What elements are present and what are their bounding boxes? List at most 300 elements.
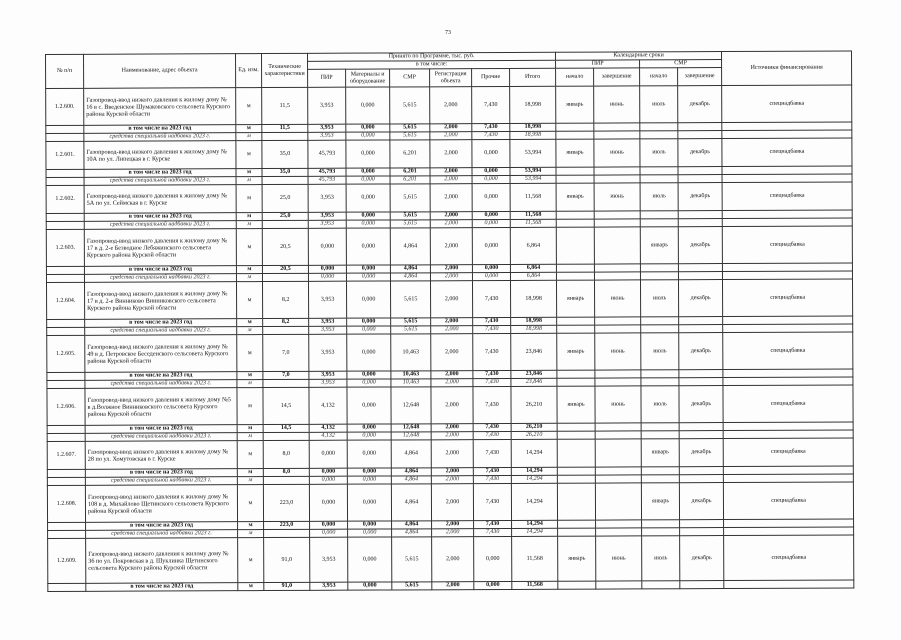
empty-cell [46, 133, 84, 141]
empty-cell [48, 530, 86, 538]
other-cell: 7,430 [473, 317, 511, 325]
pir-start-cell [556, 227, 594, 264]
materials-cell: 0,000 [346, 168, 390, 176]
other-cell: 0,000 [472, 211, 510, 219]
table-body [46, 85, 854, 592]
materials-cell: 0,000 [346, 212, 390, 220]
empty-cell [594, 211, 640, 219]
object-number: 1.2.608. [47, 485, 85, 522]
empty-cell [556, 219, 594, 227]
registration-cell: 2,000 [431, 476, 473, 484]
row-label: в том числе на 2023 год [85, 425, 237, 434]
smr-start-cell: январь [641, 483, 679, 520]
unit-cell: м [236, 185, 262, 213]
registration-cell: 2,000 [430, 220, 472, 228]
smr-start-cell: июль [640, 86, 678, 123]
pir-cell: 3,953 [310, 537, 348, 582]
registration-cell: 2,000 [431, 326, 473, 334]
empty-cell [595, 467, 641, 475]
header-materials: Материалы и оборудование [346, 69, 390, 87]
smr-cell: 5,615 [390, 132, 430, 140]
tech-cell: 11,5 [262, 87, 308, 124]
object-name: Газопровод-ввод низкого давления к жилому дому № 49 в д. Петровское Беседенского сельсовета Курского района Курской области [85, 335, 237, 373]
materials-cell: 0,000 [346, 184, 390, 212]
unit-cell: м [236, 169, 262, 177]
total-cell: 53,994 [510, 139, 556, 167]
other-cell: 7,430 [473, 333, 511, 370]
tech-cell: 8,2 [263, 318, 309, 326]
smr-cell: 6,201 [390, 168, 430, 176]
empty-cell [595, 431, 641, 439]
tech-cell: 14,5 [263, 387, 309, 424]
empty-cell [47, 433, 85, 441]
smr-cell: 12,648 [391, 424, 431, 432]
materials-cell: 0,000 [347, 432, 391, 440]
empty-cell [557, 378, 595, 386]
pir-cell: 0,000 [309, 476, 347, 484]
unit-cell: м [237, 372, 263, 380]
empty-cell [557, 325, 595, 333]
tech-cell [263, 379, 309, 387]
empty-cell [47, 319, 85, 327]
pir-start-cell: январь [556, 183, 594, 211]
smr-cell: 4,864 [391, 476, 431, 484]
smr-cell: 10,463 [391, 334, 431, 371]
smr-start-cell: июль [641, 386, 679, 423]
smr-cell: 5,615 [390, 124, 430, 132]
materials-cell: 0,000 [347, 476, 391, 484]
other-cell: 0,000 [472, 139, 510, 167]
pir-cell: 0,000 [308, 273, 346, 281]
pir-cell: 4,132 [309, 387, 347, 424]
pir-cell: 3,953 [310, 582, 348, 590]
header-total: Итого [510, 68, 556, 86]
empty-cell [641, 317, 679, 325]
pir-cell: 3,953 [309, 318, 347, 326]
empty-cell [596, 528, 642, 536]
pir-cell: 0,000 [309, 440, 347, 468]
materials-cell: 0,000 [348, 529, 392, 537]
registration-cell: 2,000 [431, 440, 473, 468]
smr-cell: 4,864 [391, 484, 431, 521]
total-cell: 53,994 [510, 175, 556, 183]
header-program: Принято по Программе, тыс. руб. [307, 52, 555, 61]
total-cell: 18,998 [510, 280, 556, 317]
materials-cell: 0,000 [346, 124, 390, 132]
object-number: 1.2.602. [46, 185, 84, 213]
header-cal-pir: ПИР [556, 60, 640, 68]
table-row [46, 279, 852, 320]
empty-cell [557, 370, 595, 378]
smr-cell: 5,615 [391, 326, 431, 334]
other-cell: 7,430 [473, 439, 511, 467]
tech-cell [262, 132, 308, 140]
pir-end-cell: июнь [594, 139, 640, 167]
materials-cell: 0,000 [347, 424, 391, 432]
empty-cell [47, 327, 85, 335]
empty-cell [678, 167, 722, 175]
row-label: в том числе на 2023 год [86, 583, 238, 592]
object-name: Газопровод-ввод низкого давления к жилому дому № 108 в д. Михайлово Щетинского сельсовета Курского района Курской области [85, 485, 237, 523]
pir-end-cell [595, 483, 641, 520]
pir-cell: 3,953 [308, 184, 346, 212]
header-registration: Регистрация объекта [430, 69, 472, 87]
pir-cell: 4,132 [309, 424, 347, 432]
table-row [47, 438, 853, 470]
smr-end-cell: декабрь [679, 333, 723, 370]
empty-cell [641, 370, 679, 378]
empty-cell [679, 272, 723, 280]
other-cell: 7,430 [473, 386, 511, 423]
pir-start-cell: январь [556, 86, 594, 123]
registration-cell: 2,000 [430, 265, 472, 273]
total-cell: 18,998 [510, 123, 556, 131]
total-cell: 18,998 [510, 131, 556, 139]
registration-cell: 2,000 [431, 379, 473, 387]
header-pir-start: начало [556, 68, 594, 86]
empty-cell [557, 317, 595, 325]
smr-cell: 4,864 [391, 468, 431, 476]
smr-end-cell: декабрь [679, 439, 723, 467]
empty-cell [556, 131, 594, 139]
empty-cell [595, 317, 641, 325]
table-row [48, 535, 854, 584]
smr-start-cell: январь [640, 227, 678, 264]
materials-cell: 0,000 [346, 140, 390, 168]
total-cell: 11,568 [510, 211, 556, 219]
tech-cell [264, 529, 310, 537]
funding-cell: спецнадбавка [722, 85, 852, 123]
registration-cell: 2,000 [431, 468, 473, 476]
smr-cell: 6,201 [390, 176, 430, 184]
total-cell: 53,994 [510, 167, 556, 175]
empty-cell [724, 580, 854, 589]
total-cell: 14,294 [511, 483, 557, 520]
unit-cell: м [237, 433, 263, 441]
smr-cell: 5,615 [391, 318, 431, 326]
unit-cell: м [237, 485, 263, 522]
other-cell: 7,430 [472, 123, 510, 131]
row-label: средства специальной надбавки 2023 г. [85, 327, 237, 336]
materials-cell: 0,000 [347, 468, 391, 476]
row-label: в том числе на 2023 год [84, 266, 236, 275]
pir-end-cell: июнь [594, 183, 640, 211]
pir-cell: 3,953 [308, 220, 346, 228]
registration-cell: 2,000 [432, 537, 474, 582]
materials-cell: 0,000 [346, 132, 390, 140]
tech-cell [263, 432, 309, 440]
empty-cell [46, 177, 84, 185]
registration-cell: 2,000 [432, 529, 474, 537]
empty-cell [47, 372, 85, 380]
pir-start-cell: январь [557, 386, 595, 423]
empty-cell [596, 520, 642, 528]
smr-end-cell: декабрь [679, 386, 723, 423]
smr-end-cell: декабрь [679, 280, 723, 317]
unit-cell: м [236, 221, 262, 229]
row-label: в том числе на 2023 год [84, 125, 236, 134]
materials-cell: 0,000 [347, 334, 391, 371]
smr-start-cell: июль [641, 280, 679, 317]
empty-cell [679, 378, 723, 386]
pir-cell: 3,953 [309, 371, 347, 379]
tech-cell: 35,0 [262, 140, 308, 168]
unit-cell: м [237, 425, 263, 433]
pir-cell: 0,000 [308, 228, 346, 265]
empty-cell [558, 581, 596, 589]
funding-cell: спецнадбавка [722, 182, 852, 211]
row-label: в том числе на 2023 год [85, 372, 237, 381]
smr-end-cell: декабрь [678, 183, 722, 211]
empty-cell [48, 583, 86, 591]
tech-cell [263, 326, 309, 334]
empty-cell [594, 264, 640, 272]
empty-cell [557, 475, 595, 483]
unit-cell: м [236, 141, 262, 169]
funding-cell: спецнадбавка [722, 226, 852, 264]
smr-cell: 5,615 [390, 220, 430, 228]
funding-cell: спецнадбавка [722, 138, 852, 167]
unit-cell: м [236, 88, 262, 125]
empty-cell [680, 520, 724, 528]
pir-end-cell: июнь [595, 386, 641, 423]
object-name: Газопровод-ввод низкого давления к жилому дому № 5А по ул. Сеймская в г. Курске [84, 185, 236, 214]
materials-cell: 0,000 [346, 281, 390, 318]
pir-cell: 0,000 [310, 529, 348, 537]
registration-cell: 2,000 [430, 184, 472, 212]
empty-cell [641, 378, 679, 386]
pir-end-cell [594, 227, 640, 264]
table-row [47, 385, 853, 426]
row-label: средства специальной надбавки 2023 г. [85, 477, 237, 486]
pir-start-cell: январь [556, 139, 594, 167]
empty-cell [679, 475, 723, 483]
row-label: средства специальной надбавки 2023 г. [84, 221, 236, 230]
empty-cell [46, 274, 84, 282]
empty-cell [642, 520, 680, 528]
unit-cell: м [237, 469, 263, 477]
other-cell: 0,000 [472, 219, 510, 227]
unit-cell: м [237, 477, 263, 485]
table-row [47, 332, 853, 373]
object-name: Газопровод-ввод низкого давления к жилому дому № 36 по ул. Покровская в д. Шуклинка Щетинского сельсовета Курского района Курской области [86, 538, 238, 584]
pir-cell: 0,000 [309, 468, 347, 476]
empty-cell [594, 131, 640, 139]
smr-cell: 5,615 [392, 537, 432, 582]
object-number: 1.2.604. [46, 282, 84, 319]
registration-cell: 2,000 [432, 582, 474, 590]
row-label: средства специальной надбавки 2023 г. [85, 433, 237, 442]
empty-cell [640, 211, 678, 219]
empty-cell [557, 431, 595, 439]
empty-cell [678, 219, 722, 227]
registration-cell: 2,000 [431, 484, 473, 521]
header-funding: Источники финансирования [722, 51, 852, 86]
smr-cell: 5,615 [392, 582, 432, 590]
smr-start-cell: июль [642, 536, 680, 581]
other-cell: 0,000 [472, 167, 510, 175]
table-row [46, 226, 852, 267]
registration-cell: 2,000 [431, 371, 473, 379]
pir-cell: 0,000 [310, 521, 348, 529]
empty-cell [557, 272, 595, 280]
unit-cell: м [238, 530, 264, 538]
materials-cell: 0,000 [347, 371, 391, 379]
total-cell: 6,864 [510, 272, 556, 280]
smr-cell: 4,864 [390, 273, 430, 281]
empty-cell [641, 272, 679, 280]
empty-cell [641, 423, 679, 431]
registration-cell: 2,000 [430, 273, 472, 281]
pir-start-cell: январь [557, 280, 595, 317]
row-label: в том числе на 2023 год [85, 319, 237, 328]
other-cell: 0,000 [472, 264, 510, 272]
empty-cell [679, 423, 723, 431]
materials-cell: 0,000 [346, 87, 390, 124]
row-label: средства специальной надбавки 2023 г. [84, 177, 236, 186]
tech-cell: 223,0 [264, 521, 310, 529]
empty-cell [47, 477, 85, 485]
unit-cell: м [236, 229, 262, 266]
object-number: 1.2.605. [47, 335, 85, 372]
object-number: 1.2.606. [47, 388, 85, 425]
object-name: Газопровод-ввод низкого давления к жилому дому № 28 по ул. Хомутовская в г. Курске [85, 441, 237, 470]
materials-cell: 0,000 [346, 265, 390, 273]
objects-table [45, 50, 854, 592]
other-cell: 0,000 [472, 227, 510, 264]
empty-cell [46, 266, 84, 274]
materials-cell: 0,000 [347, 440, 391, 468]
pir-cell: 4,132 [309, 432, 347, 440]
empty-cell [679, 325, 723, 333]
unit-cell: м [238, 583, 264, 591]
registration-cell: 2,000 [430, 87, 472, 124]
header-smr: СМР [390, 69, 430, 87]
smr-cell: 4,864 [390, 228, 430, 265]
other-cell: 7,430 [473, 370, 511, 378]
total-cell: 14,294 [511, 439, 557, 467]
tech-cell: 8,0 [263, 468, 309, 476]
other-cell: 7,430 [473, 378, 511, 386]
total-cell: 6,864 [510, 264, 556, 272]
table-row [46, 138, 852, 170]
empty-cell [46, 213, 84, 221]
table-row [47, 482, 853, 523]
smr-start-cell: июль [641, 333, 679, 370]
other-cell: 7,430 [473, 483, 511, 520]
pir-end-cell: июнь [596, 536, 642, 581]
registration-cell: 2,000 [430, 281, 472, 318]
pir-cell: 45,793 [308, 140, 346, 168]
materials-cell: 0,000 [346, 176, 390, 184]
empty-cell [557, 423, 595, 431]
other-cell: 0,000 [472, 183, 510, 211]
empty-cell [678, 131, 722, 139]
materials-cell: 0,000 [346, 273, 390, 281]
other-cell: 7,430 [473, 475, 511, 483]
empty-cell [641, 325, 679, 333]
registration-cell: 2,000 [430, 140, 472, 168]
smr-end-cell: декабрь [680, 536, 724, 581]
smr-cell: 5,615 [390, 281, 430, 318]
empty-cell [594, 219, 640, 227]
empty-cell [594, 123, 640, 131]
total-cell: 14,294 [511, 475, 557, 483]
tech-cell: 35,0 [262, 168, 308, 176]
row-label: средства специальной надбавки 2023 г. [85, 380, 237, 389]
object-number: 1.2.600. [46, 88, 84, 125]
total-cell: 18,998 [511, 317, 557, 325]
registration-cell: 2,000 [430, 168, 472, 176]
registration-cell: 2,000 [430, 212, 472, 220]
empty-cell [680, 581, 724, 589]
total-cell: 26,210 [511, 423, 557, 431]
empty-cell [640, 167, 678, 175]
funding-cell: спецнадбавка [724, 535, 854, 581]
pir-start-cell: январь [558, 536, 596, 581]
pir-cell: 3,953 [308, 124, 346, 132]
empty-cell [47, 425, 85, 433]
table-header [46, 51, 852, 89]
registration-cell: 2,000 [430, 176, 472, 184]
empty-cell [595, 423, 641, 431]
pir-cell: 0,000 [308, 265, 346, 273]
registration-cell: 2,000 [431, 334, 473, 371]
empty-cell [642, 528, 680, 536]
pir-cell: 3,953 [308, 212, 346, 220]
empty-cell [556, 123, 594, 131]
smr-start-cell: июль [640, 139, 678, 167]
tech-cell: 14,5 [263, 424, 309, 432]
smr-start-cell: январь [641, 439, 679, 467]
unit-cell: м [236, 133, 262, 141]
registration-cell: 2,000 [431, 387, 473, 424]
smr-end-cell: декабрь [678, 227, 722, 264]
tech-cell: 25,0 [262, 212, 308, 220]
tech-cell: 25,0 [262, 184, 308, 212]
object-number: 1.2.609. [48, 538, 86, 583]
funding-cell: спецнадбавка [723, 332, 853, 370]
empty-cell [641, 467, 679, 475]
row-label: средства специальной надбавки 2023 г. [84, 133, 236, 142]
empty-cell [595, 325, 641, 333]
funding-cell: спецнадбавка [723, 438, 853, 467]
tech-cell: 11,5 [262, 124, 308, 132]
smr-cell: 5,615 [390, 184, 430, 212]
unit-cell: м [236, 177, 262, 185]
other-cell: 0,000 [474, 536, 512, 581]
empty-cell [640, 131, 678, 139]
object-name: Газопровод-ввод низкого давления к жилому дому № 17 в д. 2-е Винниково Винниковского сельсовета Курского района Курской области [84, 282, 236, 320]
header-incl: в том числе: [308, 60, 556, 69]
empty-cell [640, 175, 678, 183]
total-cell: 18,998 [511, 325, 557, 333]
empty-cell [556, 264, 594, 272]
total-cell: 26,210 [511, 431, 557, 439]
smr-cell: 4,864 [392, 521, 432, 529]
other-cell: 0,000 [472, 272, 510, 280]
pir-cell: 45,793 [308, 168, 346, 176]
page-number: 73 [445, 30, 451, 36]
empty-cell [556, 211, 594, 219]
smr-cell: 5,615 [390, 87, 430, 124]
empty-cell [679, 431, 723, 439]
empty-cell [641, 475, 679, 483]
row-label: средства специальной надбавки 2023 г. [84, 274, 236, 283]
tech-cell: 91,0 [264, 582, 310, 590]
pir-start-cell [557, 483, 595, 520]
funding-cell: спецнадбавка [723, 385, 853, 423]
